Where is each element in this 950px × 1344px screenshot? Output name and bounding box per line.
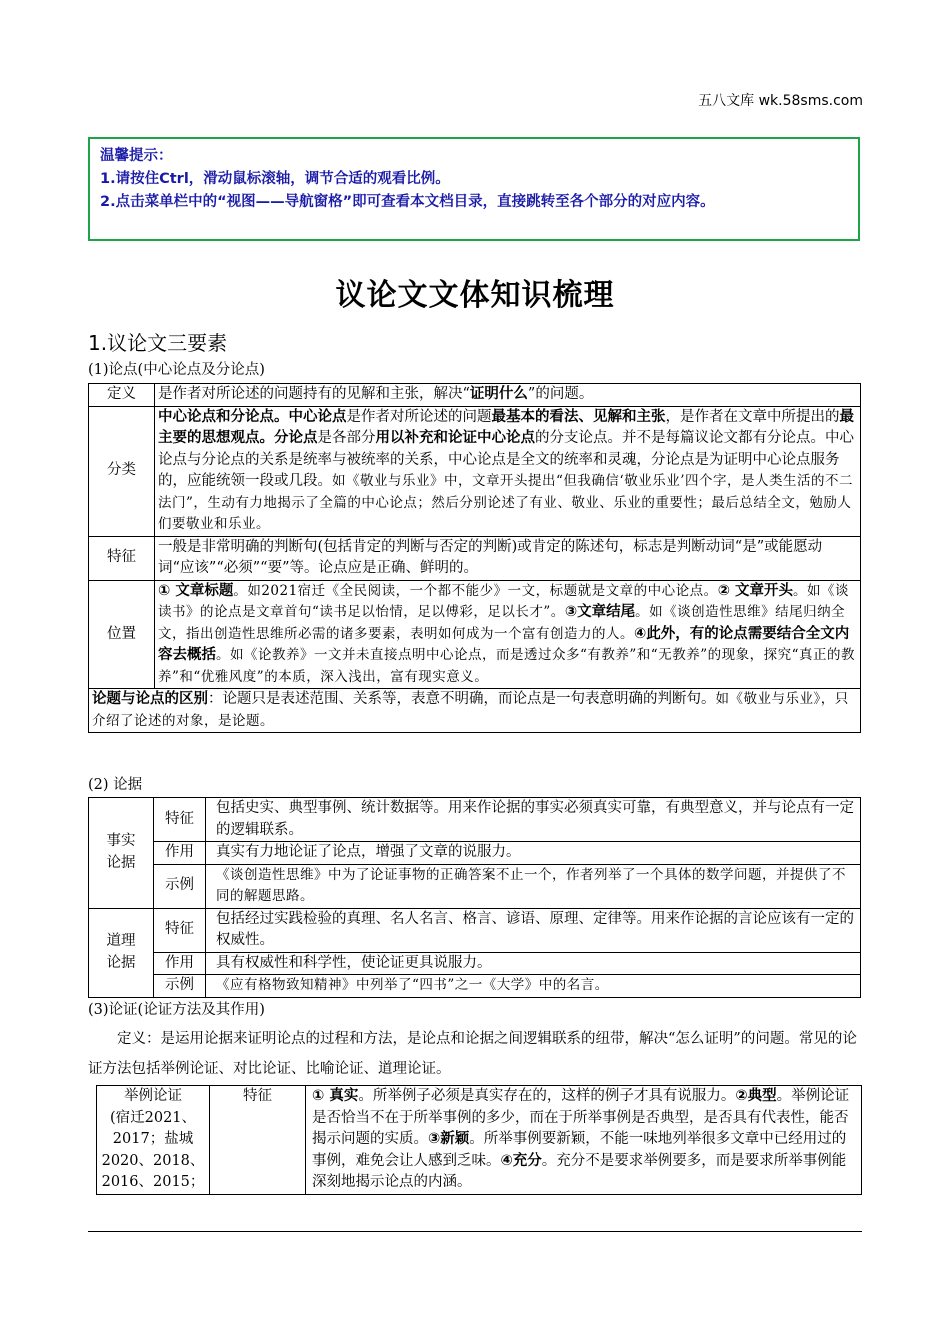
row-label: 作用 (154, 952, 206, 975)
table-row (89, 384, 861, 407)
site-watermark: 五八文库 wk.58sms.com (698, 93, 863, 109)
subheading-lunju: (2) 论据 (88, 777, 143, 793)
tip-line-2: 2.点击菜单栏中的“视图——导航窗格”即可查看本文档目录，直接跳转至各个部分的对应内容。 (100, 194, 715, 210)
method-source: (宿迁2021、2017；盐城2020、2018、2016、2015； (101, 1109, 205, 1190)
table-row (89, 908, 861, 952)
row-label: 示例 (154, 975, 206, 998)
table-row (89, 689, 861, 733)
method-name: 举例论证 (124, 1088, 182, 1104)
table-row (89, 536, 861, 580)
table-row (97, 1086, 862, 1195)
table-cell: ① 文章标题。如2021宿迁《全民阅读，一个都不能少》一文，标题就是文章的中心论点。② 文章开头。如《谈读书》的论点是文章首句“读书足以怡情，足以傅彩，足以长才”。③文章结尾。如《谈创造性思维》结尾归纳全文，指出创造性思维所必需的诸多要素，表明如何成为一个富有创造力的人。④此外，有的论点需要结合全文内容去概括。如《论教养》一文并未直接点明中心论点，而是透过众多“有教养”和“无教养”的现象，探究“真正的教养”和“优雅风度”的本质，深入浅出，富有现实意义。 (155, 580, 861, 689)
table-cell: 《应有格物致知精神》中列举了“四书”之一《大学》中的名言。 (206, 975, 861, 998)
table-row (89, 580, 861, 689)
table-row (89, 406, 861, 536)
tip-title: 温馨提示： (100, 148, 173, 164)
row-label: 特征 (210, 1086, 306, 1195)
table-cell: 具有权威性和科学性，使论证更具说服力。 (206, 952, 861, 975)
table-cell: 真实有力地论证了论点，增强了文章的说服力。 (206, 842, 861, 865)
tip-box (88, 137, 860, 241)
table-cell: 包括史实、典型事例、统计数据等。用来作论据的事实必须真实可靠，有典型意义，并与论点有一定的逻辑联系。 (206, 798, 861, 842)
lunzheng-table (96, 1085, 862, 1195)
table-cell: 《谈创造性思维》中为了论证事物的正确答案不止一个，作者列举了一个具体的数学问题，并提供了不同的解题思路。 (206, 864, 861, 908)
table-row (89, 798, 861, 842)
row-label: 道理论据 (89, 908, 154, 997)
section-heading: 1.议论文三要素 (88, 331, 228, 355)
row-label: 特征 (154, 798, 206, 842)
lunju-table (88, 797, 861, 998)
row-label: 作用 (154, 842, 206, 865)
table-cell: 中心论点和分论点。中心论点是作者对所论述的问题最基本的看法、见解和主张，是作者在文章中所提出的最主要的思想观点。分论点是各部分用以补充和论证中心论点的分支论点。并不是每篇议论文都有分论点。中心论点与分论点的关系是统率与被统率的关系，中心论点是全文的统率和灵魂，分论点是为证明中心论点服务的，应能统领一段或几段。如《敬业与乐业》中，文章开头提出“但我确信‘敬业乐业’四个字，是人类生活的不二法门”，生动有力地揭示了全篇的中心论点；然后分别论述了有业、敬业、乐业的重要性；最后总结全文，勉励人们要敬业和乐业。 (155, 406, 861, 536)
table-row (89, 864, 861, 908)
row-label: 事实论据 (89, 798, 154, 909)
row-label: 示例 (154, 864, 206, 908)
page-title: 议论文文体知识梳理 (335, 278, 615, 313)
subheading-lunzheng: (3)论证(论证方法及其作用) (88, 1002, 265, 1018)
row-label: 位置 (89, 580, 155, 689)
lundian-table (88, 383, 861, 733)
table-row (89, 952, 861, 975)
page-bottom-rule (88, 1231, 862, 1232)
subheading-lundian: (1)论点(中心论点及分论点) (88, 362, 265, 378)
table-row (89, 842, 861, 865)
table-cell: 论题与论点的区别：论题只是表述范围、关系等，表意不明确，而论点是一句表意明确的判断句。如《敬业与乐业》，只介绍了论述的对象，是论题。 (89, 689, 861, 733)
row-label: 定义 (89, 384, 155, 407)
table-cell: 一般是非常明确的判断句(包括肯定的判断与否定的判断)或肯定的陈述句，标志是判断动词“是”或能愿动词“应该”“必须”“要”等。论点应是正确、鲜明的。 (155, 536, 861, 580)
table-cell: ① 真实。所举例子必须是真实存在的，这样的例子才具有说服力。②典型。举例论证是否恰当不在于所举事例的多少，而在于所举事例是否典型，是否具有代表性，能否揭示问题的实质。③新颖。所举事例要新颖，不能一味地列举很多文章中已经用过的事例，难免会让人感到乏味。④充分。充分不是要求举例要多，而是要求所举事例能深刻地揭示论点的内涵。 (306, 1086, 862, 1195)
lunzheng-definition: 定义：是运用论据来证明论点的过程和方法，是论点和论据之间逻辑联系的纽带，解决“怎么证明”的问题。常见的论证方法包括举例论证、对比论证、比喻论证、道理论证。 (88, 1031, 857, 1077)
tip-line-1: 1.请按住Ctrl，滑动鼠标滚轴，调节合适的观看比例。 (100, 171, 450, 187)
row-label: 特征 (89, 536, 155, 580)
table-cell: 包括经过实践检验的真理、名人名言、格言、谚语、原理、定律等。用来作论据的言论应该有一定的权威性。 (206, 908, 861, 952)
row-label: 特征 (154, 908, 206, 952)
table-cell: 是作者对所论述的问题持有的见解和主张，解决“证明什么”的问题。 (155, 384, 861, 407)
table-row (89, 975, 861, 998)
method-cell (97, 1086, 210, 1195)
row-label: 分类 (89, 406, 155, 536)
